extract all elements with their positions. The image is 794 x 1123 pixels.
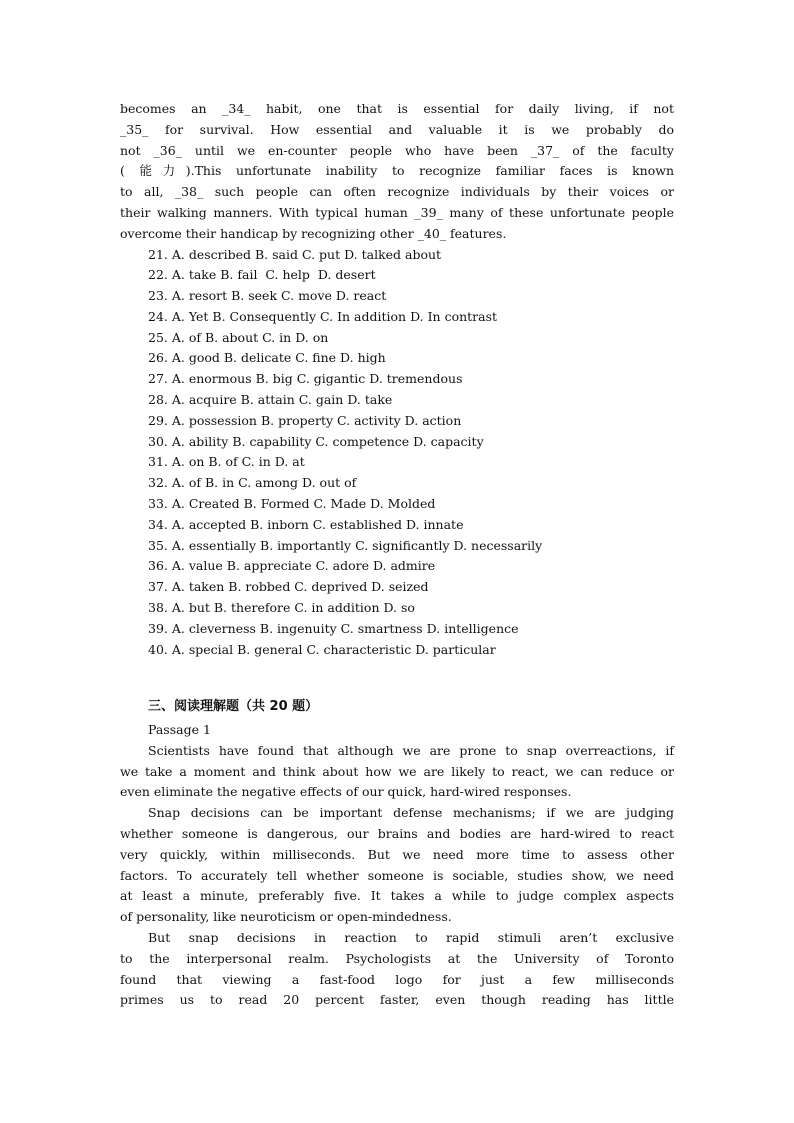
passage-line: But snap decisions in reaction to rapid stimuli aren’t exclusive	[148, 929, 674, 945]
passage-label: Passage 1	[148, 722, 211, 737]
cloze-line: overcome their handicap by recognizing other _40_ features.	[120, 225, 507, 241]
cloze-line: their walking manners. With typical human _39_ many of these unfortunate people	[120, 204, 674, 220]
cloze-line: _35_ for survival. How essential and valuable it is we probably do	[120, 121, 674, 137]
answer-option-row: 31. A. on B. of C. in D. at	[148, 454, 305, 470]
answer-option-row: 26. A. good B. delicate C. fine D. high	[148, 350, 386, 366]
answer-option-row: 29. A. possession B. property C. activity D. action	[148, 412, 462, 428]
answer-option-row: 21. A. described B. said C. put D. talked about	[148, 246, 442, 262]
passage-line: whether someone is dangerous, our brains and bodies are hard-wired to react	[120, 825, 674, 841]
answer-option-row: 38. A. but B. therefore C. in addition D. so	[148, 600, 415, 616]
answer-options-list	[120, 245, 674, 661]
answer-option-row: 30. A. ability B. capability C. competence D. capacity	[148, 433, 484, 449]
answer-option-row: 34. A. accepted B. inborn C. established D. innate	[148, 516, 464, 532]
answer-option-row: 36. A. value B. appreciate C. adore D. admire	[148, 558, 436, 574]
passage-line: very quickly, within milliseconds. But we need more time to assess other	[120, 846, 674, 862]
answer-option-row: 27. A. enormous B. big C. gigantic D. tremendous	[148, 371, 463, 387]
reading-passage	[120, 720, 674, 1011]
answer-option-row: 37. A. taken B. robbed C. deprived D. seized	[148, 579, 429, 595]
passage-line: primes us to read 20 percent faster, even though reading has little	[120, 992, 674, 1008]
passage-line: Snap decisions can be important defense mechanisms; if we are judging	[148, 805, 674, 821]
cloze-line: to all, _38_ such people can often recognize individuals by their voices or	[120, 184, 674, 200]
passage-line: we take a moment and think about how we are likely to react, we can reduce or	[120, 763, 674, 779]
cloze-line: not _36_ until we en-counter people who have been _37_ of the faculty	[120, 142, 674, 158]
cloze-line: becomes an _34_ habit, one that is essential for daily living, if not	[120, 101, 674, 116]
cloze-line: ( 能力).This unfortunate inability to recognize familiar faces is known	[120, 163, 674, 179]
answer-option-row: 40. A. special B. general C. characteristic D. particular	[148, 641, 496, 657]
passage-line: to the interpersonal realm. Psychologists at the University of Toronto	[120, 950, 674, 966]
section-heading: 三、阅读理解题（共 20 题）	[148, 699, 319, 714]
answer-option-row: 33. A. Created B. Formed C. Made D. Molded	[148, 496, 436, 512]
passage-line: factors. To accurately tell whether someone is sociable, studies show, we need	[120, 867, 674, 883]
passage-line: of personality, like neuroticism or open-mindedness.	[120, 909, 452, 925]
passage-line: found that viewing a fast-food logo for just a few milliseconds	[120, 971, 674, 987]
passage-line: at least a minute, preferably five. It takes a while to judge complex aspects	[120, 888, 674, 904]
answer-option-row: 39. A. cleverness B. ingenuity C. smartness D. intelligence	[148, 620, 519, 636]
answer-option-row: 24. A. Yet B. Consequently C. In addition D. In contrast	[148, 308, 498, 324]
answer-option-row: 32. A. of B. in C. among D. out of	[148, 475, 357, 491]
answer-option-row: 35. A. essentially B. importantly C. significantly D. necessarily	[148, 537, 543, 553]
cloze-passage	[120, 99, 674, 245]
answer-option-row: 25. A. of B. about C. in D. on	[148, 329, 329, 345]
passage-line: even eliminate the negative effects of our quick, hard-wired responses.	[120, 784, 572, 800]
answer-option-row: 22. A. take B. fail C. help D. desert	[148, 267, 376, 283]
answer-option-row: 28. A. acquire B. attain C. gain D. take	[148, 392, 393, 408]
answer-option-row: 23. A. resort B. seek C. move D. react	[148, 288, 387, 304]
passage-line: Scientists have found that although we are prone to snap overreactions, if	[148, 742, 674, 758]
